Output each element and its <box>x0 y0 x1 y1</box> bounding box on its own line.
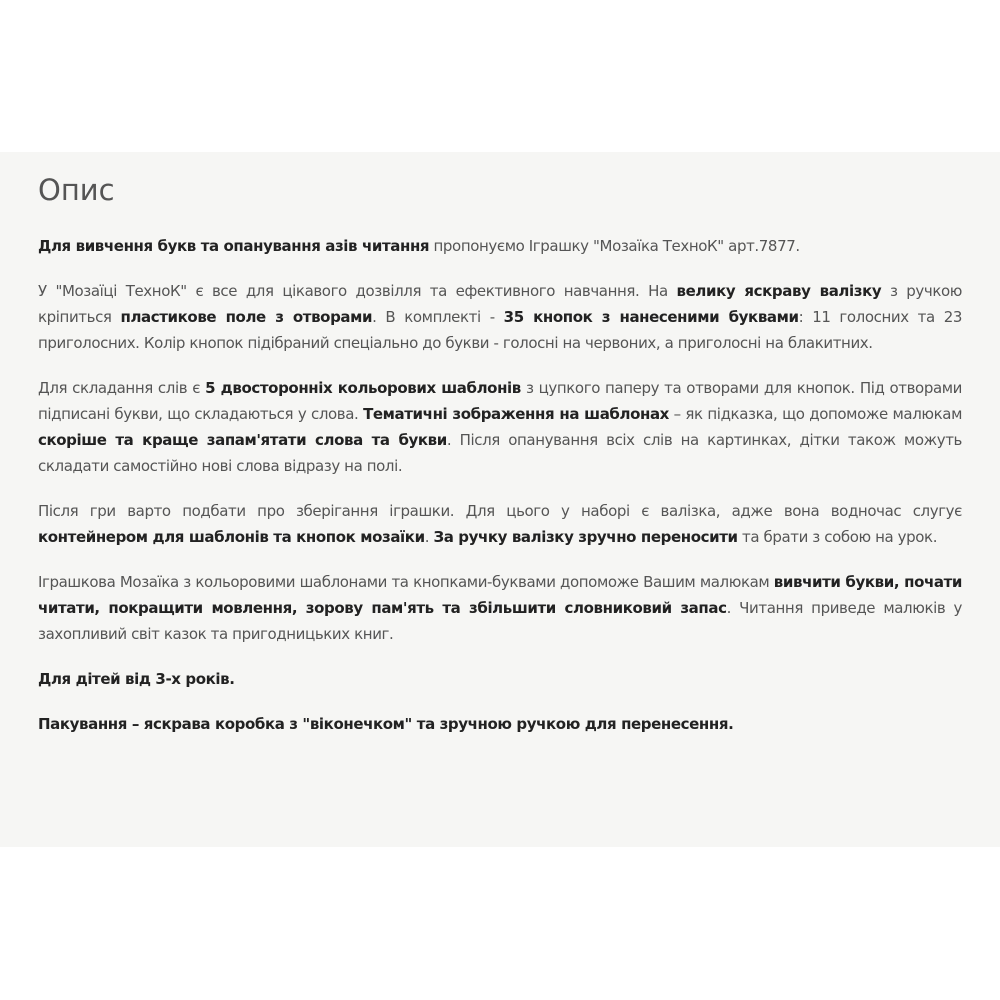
description-panel <box>0 152 1000 847</box>
bold-text: скоріше та краще запам'ятати слова та букви <box>38 431 447 449</box>
bold-text: Пакування – яскрава коробка з "віконечком" та зручною ручкою для перенесення. <box>38 715 734 733</box>
bold-text: За ручку валізку зручно переносити <box>433 528 738 546</box>
bold-text: Для вивчення букв та опанування азів читання <box>38 237 430 255</box>
text: – як підказка, що допоможе малюкам <box>668 405 962 423</box>
text: У "Мозаїці ТехноК" є все для цікавого дозвілля та ефективного навчання. На <box>38 282 677 300</box>
paragraph-contents <box>38 278 962 356</box>
paragraph-age <box>38 666 962 692</box>
section-title: Опис <box>38 173 115 207</box>
bold-text: 5 двосторонніх кольорових шаблонів <box>205 379 521 397</box>
text: пропонуємо Іграшку "Мозаїка ТехноК" арт.7877. <box>429 237 800 255</box>
paragraph-packaging <box>38 711 962 737</box>
bold-text: Для дітей від 3-х років. <box>38 670 235 688</box>
bold-text: пластикове поле з отворами <box>120 308 373 326</box>
text: Іграшкова Мозаїка з кольоровими шаблонами та кнопками-буквами допоможе Вашим малюкам <box>38 573 774 591</box>
text: Після гри варто подбати про зберігання іграшки. Для цього у наборі є валізка, адже вона водночас слугує <box>38 502 962 520</box>
bold-text: Тематичні зображення на шаблонах <box>363 405 669 423</box>
text: та брати з собою на урок. <box>737 528 938 546</box>
paragraph-benefits <box>38 569 962 647</box>
text: . Читання приведе малюків у захопливий світ казок та пригодницьких книг. <box>38 599 962 643</box>
paragraph-storage <box>38 498 962 550</box>
paragraph-intro <box>38 233 962 259</box>
text: . Після опанування всіх слів на картинках, дітки також можуть складати самостійно нові слова відразу на полі. <box>38 431 962 475</box>
text: : 11 голосних та 23 приголосних. Колір кнопок підібраний спеціально до букви - голосні на червоних, а приголосні на блакитних. <box>38 308 962 352</box>
paragraph-templates <box>38 375 962 479</box>
bold-text: вивчити букви, почати читати, покращити мовлення, зорову пам'ять та збільшити словниковий запас <box>38 573 962 617</box>
bold-text: велику яскраву валізку <box>676 282 882 300</box>
text: . В комплекті - <box>372 308 504 326</box>
bold-text: контейнером для шаблонів та кнопок мозаїки <box>38 528 425 546</box>
text: з ручкою кріпиться <box>38 282 962 326</box>
text: . <box>424 528 434 546</box>
text: Для складання слів є <box>38 379 206 397</box>
text: з цупкого паперу та отворами для кнопок. Під отворами підписані букви, що складаються у слова. <box>38 379 962 423</box>
description-content <box>38 170 962 756</box>
bold-text: 35 кнопок з нанесеними буквами <box>503 308 799 326</box>
